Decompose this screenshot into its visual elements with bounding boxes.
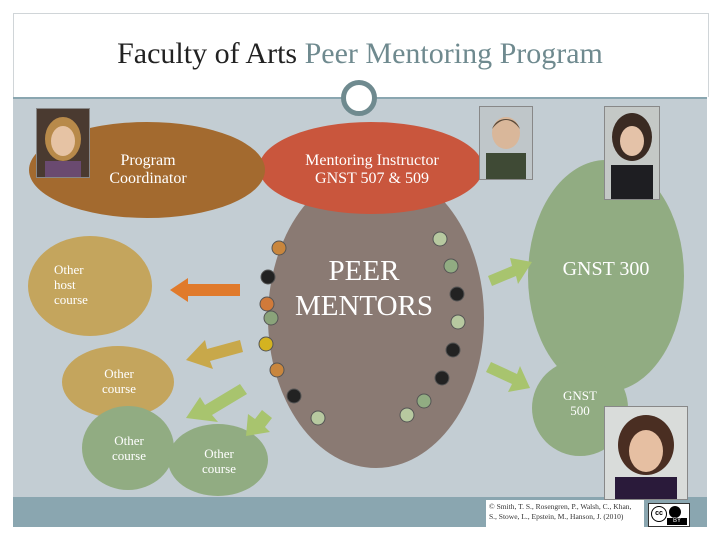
other-course-a-label bbox=[84, 367, 154, 397]
arrow-to-course-a bbox=[186, 340, 243, 369]
other-host-line3: course bbox=[54, 291, 88, 307]
other-course-b-label bbox=[94, 434, 164, 464]
person-icon bbox=[605, 107, 659, 199]
other-course-a-line2: course bbox=[102, 380, 136, 396]
person-icon bbox=[605, 407, 687, 499]
other-course-c-line1: Other bbox=[204, 446, 234, 461]
mentor-dot bbox=[400, 408, 414, 422]
instructor-line1: Mentoring Instructor bbox=[305, 152, 439, 169]
other-course-c-label bbox=[184, 447, 254, 477]
mentor-dot bbox=[259, 337, 273, 351]
gnst500-label bbox=[548, 389, 612, 419]
other-course-b-line1: Other bbox=[114, 433, 144, 448]
coordinator-text: Program Coordinator bbox=[109, 152, 187, 188]
mentor-dot bbox=[261, 270, 275, 284]
person-icon bbox=[37, 109, 89, 177]
other-course-b-line2: course bbox=[112, 447, 146, 463]
credit-line1: © Smith, T. S., Rosengren, P., Walsh, C., Khan, bbox=[489, 502, 632, 511]
coordinator-label bbox=[88, 152, 208, 189]
title-main: Faculty of Arts bbox=[117, 37, 298, 70]
mentor-dot bbox=[451, 315, 465, 329]
mentor-dot bbox=[417, 394, 431, 408]
mentor-dot bbox=[433, 232, 447, 246]
mentor-dot bbox=[272, 241, 286, 255]
instructor-label bbox=[270, 152, 474, 189]
mentor-dot bbox=[311, 411, 325, 425]
arrow-to-course-c bbox=[246, 410, 272, 436]
arrow-to-course-b bbox=[186, 384, 247, 422]
by-label: BY bbox=[667, 518, 687, 525]
mentor-dot bbox=[287, 389, 301, 403]
cc-license-badge bbox=[648, 503, 690, 527]
gnst500-photo bbox=[604, 406, 688, 500]
credit-line2: S., Stowe, L., Epstein, M., Hanson, J. (2010) bbox=[489, 512, 624, 521]
arrow-to-gnst500 bbox=[486, 362, 530, 392]
instructor-photo bbox=[479, 106, 533, 180]
arrow-to-host bbox=[170, 278, 240, 302]
coordinator-photo bbox=[36, 108, 90, 178]
title-accent: Peer Mentoring Program bbox=[304, 37, 603, 70]
mentor-dot bbox=[446, 343, 460, 357]
mentor-dot bbox=[435, 371, 449, 385]
other-host-course-label bbox=[44, 263, 134, 308]
gnst300-photo bbox=[604, 106, 660, 200]
credit-note bbox=[486, 500, 644, 528]
gnst500-line1: GNST bbox=[563, 388, 597, 403]
peer-mentors-label bbox=[276, 254, 452, 325]
cc-label: cc bbox=[655, 510, 663, 517]
other-host-line2: host bbox=[54, 276, 76, 292]
mentor-dot bbox=[270, 363, 284, 377]
peer-line1: PEER bbox=[328, 255, 400, 287]
by-person-icon bbox=[669, 506, 681, 518]
other-course-a-line1: Other bbox=[104, 366, 134, 381]
cc-icon bbox=[651, 506, 667, 522]
mentor-dot bbox=[260, 297, 274, 311]
arrow-to-gnst300 bbox=[488, 258, 532, 286]
instructor-line2: GNST 507 & 509 bbox=[315, 170, 429, 188]
peer-line2: MENTORS bbox=[294, 290, 434, 323]
person-icon bbox=[480, 107, 532, 179]
mentor-dot bbox=[450, 287, 464, 301]
other-course-c-line2: course bbox=[202, 460, 236, 476]
gnst500-line2: 500 bbox=[570, 402, 590, 418]
gnst300-label bbox=[536, 258, 676, 281]
other-host-line1: Other bbox=[54, 262, 84, 277]
gnst300-text: GNST 300 bbox=[562, 258, 650, 280]
